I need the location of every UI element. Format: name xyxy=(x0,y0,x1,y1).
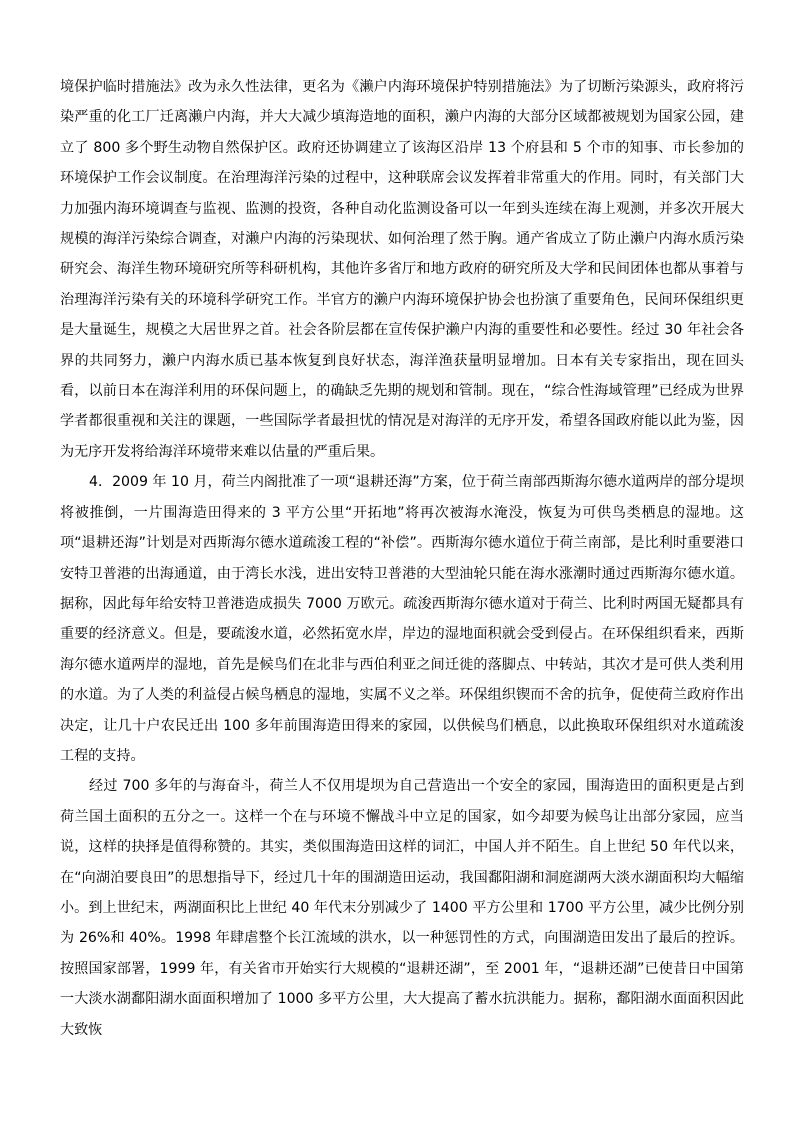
paragraph-environmental-law-seto-inland-sea: 境保护临时措施法》改为永久性法律，更名为《濑户内海环境保护特别措施法》为了切断污染源头，政府将污染严重的化工厂迁离濑户内海，并大大减少填海造地的面积，濑户内海的大部分区域都被规划为国家公园，建立了 800 多个野生动物自然保护区。政府还协调建立了该海区沿岸 13 个府县和 5 个市的知事、市长参加的环境保护工作会议制度。在治理海洋污染的过程中，这种联席会议发挥着非常重大的作用。同时，有关部门大力加强内海环境调查与监视、监测的投资，各种自动化监测设备可以一年到头连续在海上观测，并多次开展大规模的海洋污染综合调查，对濑户内海的污染现状、如何治理了然于胸。通产省成立了防止濑户内海水质污染研究会、海洋生物环境研究所等科研机构，其他许多省厅和地方政府的研究所及大学和民间团体也都从事着与治理海洋污染有关的环境科学研究工作。半官方的濑户内海环境保护协会也扮演了重要角色，民间环保组织更是大量诞生，规模之大居世界之首。社会各阶层都在宣传保护濑户内海的重要性和必要性。经过 30 年社会各界的共同努力，濑户内海水质已基本恢复到良好状态，海洋渔获量明显增加。日本有关专家指出，现在回头看，以前日本在海洋利用的环保问题上，的确缺乏先期的规划和管制。现在，“综合性海域管理”已经成为世界学者都很重视和关注的课题，一些国际学者最担忧的情况是对海洋的无序开发，希望各国政府能以此为鉴，因为无序开发将给海洋环境带来难以估量的严重后果。 xyxy=(60,79,744,460)
paragraph-reclamation-comparison-china: 经过 700 多年的与海奋斗，荷兰人不仅用堤坝为自己营造出一个安全的家园，围海造田的面积更是占到荷兰国土面积的五分之一。这样一个在与环境不懈战斗中立足的国家，如今却要为候鸟让出部分家园，应当说，这样的抉择是值得称赞的。其实，类似围海造田这样的词汇，中国人并不陌生。自上世纪 50 年代以来，在“向湖泊要良田”的思想指导下，经过几十年的围湖造田运动，我国鄱阳湖和洞庭湖两大淡水湖面积均大幅缩小。到上世纪末，两湖面积比上世纪 40 年代末分别减少了 1400 平方公里和 1700 平方公里，减少比例分别为 26%和 40%。1998 年肆虐整个长江流域的洪水，以一种惩罚性的方式，向围湖造田发出了最后的控诉。按照国家部署，1999 年，有关省市开始实行大规模的“退耕还湖”，至 2001 年，“退耕还湖”已使昔日中国第一大淡水湖鄱阳湖水面面积增加了 1000 多平方公里，大大提高了蓄水抗洪能力。据称，鄱阳湖水面面积因此大致恢 xyxy=(60,778,744,1038)
document-page xyxy=(60,72,744,1045)
paragraph-netherlands-return-farmland-to-sea: 4．2009 年 10 月，荷兰内阁批准了一项“退耕还海”方案，位于荷兰南部西斯海尔德水道两岸的部分堤坝将被推倒，一片围海造田得来的 3 平方公里“开拓地”将再次被海水淹没，恢复为可供鸟类栖息的湿地。这项“退耕还海”计划是对西斯海尔德水道疏浚工程的“补偿”。西斯海尔德水道位于荷兰南部，是比利时重要港口安特卫普港的出海通道，由于湾长水浅，进出安特卫普港的大型油轮只能在海水涨潮时通过西斯海尔德水道。据称，因此每年给安特卫普港造成损失 7000 万欧元。疏浚西斯海尔德水道对于荷兰、比利时两国无疑都具有重要的经济意义。但是，要疏浚水道，必然拓宽水岸，岸边的湿地面积就会受到侵占。在环保组织看来，西斯海尔德水道两岸的湿地，首先是候鸟们在北非与西伯利亚之间迁徙的落脚点、中转站，其次才是可供人类利用的水道。为了人类的利益侵占候鸟栖息的湿地，实属不义之举。环保组织锲而不舍的抗争，促使荷兰政府作出决定，让几十户农民迁出 100 多年前围海造田得来的家园，以供候鸟们栖息，以此换取环保组织对水道疏浚工程的支持。 xyxy=(60,474,744,764)
